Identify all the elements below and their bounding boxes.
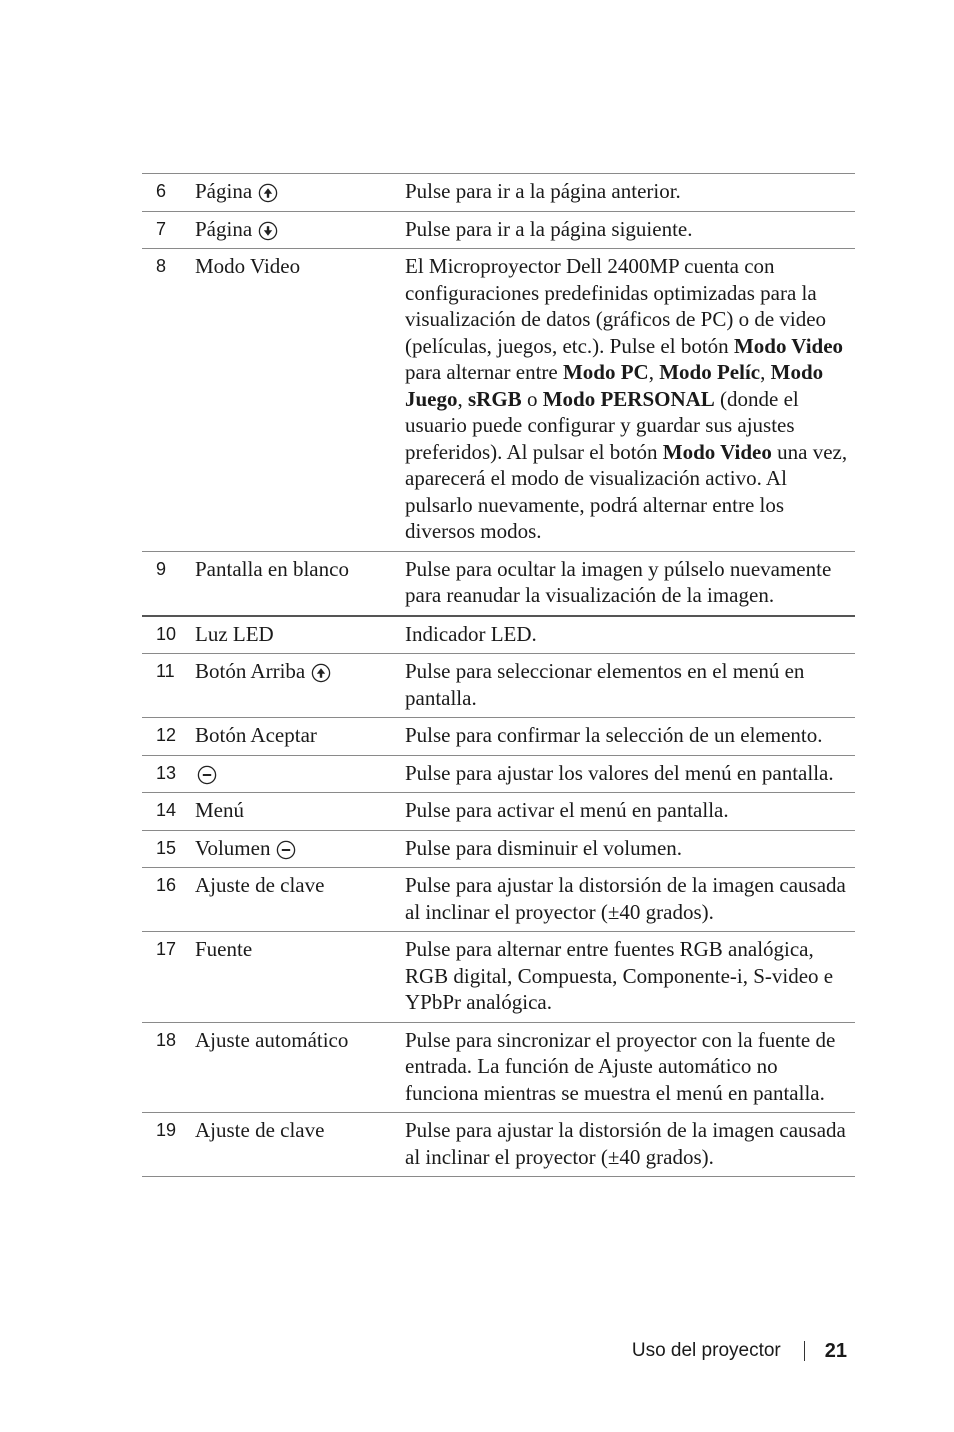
row-number: 14 — [156, 800, 177, 820]
item-description: Pulse para ir a la página anterior. — [405, 179, 681, 203]
table-row — [142, 932, 855, 1023]
item-description: Pulse para ocultar la imagen y púlselo nuevamente para reanudar la visualización de la imagen. — [405, 556, 832, 607]
table-row — [142, 1022, 855, 1113]
item-name: Botón Arriba — [195, 659, 306, 683]
item-description: Pulse para ajustar la distorsión de la imagen causada al inclinar el proyector (±40 grados). — [405, 1118, 846, 1169]
table-row — [142, 616, 855, 654]
item-name: Volumen — [195, 835, 271, 860]
table-row — [142, 830, 855, 868]
table-row — [142, 868, 855, 932]
page-down-icon — [258, 221, 278, 241]
item-description: Pulse para alternar entre fuentes RGB analógica, RGB digital, Compuesta, Componente-i, S-video e YPbPr analógica. — [405, 937, 834, 1014]
item-description: Pulse para disminuir el volumen. — [405, 835, 683, 860]
row-number: 8 — [156, 256, 167, 276]
table-row — [142, 793, 855, 831]
footer-section-title: Uso del proyector — [631, 1340, 781, 1361]
item-name: Ajuste de clave — [195, 1118, 325, 1142]
up-arrow-icon — [311, 663, 331, 683]
item-description: Pulse para ajustar los valores del menú en pantalla. — [405, 760, 834, 785]
table-row — [142, 755, 855, 793]
row-number: 6 — [156, 181, 167, 201]
table-row — [142, 211, 855, 249]
item-name: Menú — [195, 798, 244, 822]
item-description: Pulse para seleccionar elementos en el menú en pantalla. — [405, 659, 805, 710]
row-number: 19 — [156, 1120, 177, 1140]
table-row — [142, 1113, 855, 1177]
row-number: 16 — [156, 875, 177, 895]
item-description: Pulse para confirmar la selección de un elemento. — [405, 723, 823, 747]
page-number: 21 — [824, 1340, 847, 1362]
item-description: Indicador LED. — [405, 621, 537, 646]
item-description: Pulse para sincronizar el proyector con la fuente de entrada. La función de Ajuste automático no funciona mientras se muestra el menú en pantalla. — [405, 1027, 836, 1105]
row-number: 15 — [156, 837, 177, 858]
minus-icon — [276, 840, 296, 860]
item-description: Pulse para activar el menú en pantalla. — [405, 798, 729, 822]
row-number: 17 — [156, 939, 177, 959]
item-name: Fuente — [195, 937, 253, 961]
item-name: Botón Aceptar — [195, 723, 317, 747]
row-number: 10 — [156, 623, 177, 644]
item-description: El Microproyector Dell 2400MP cuenta con configuraciones predefinidas optimizadas para la visualización de datos (gráficos de PC) o de video (películas, juegos, etc.). Pulse el botón Modo Video para alternar entre Modo PC, Modo Pelíc, Modo Juego, sRGB o Modo PERSONAL (donde el usuario puede configurar y guardar sus ajustes preferidos). Al pulsar el botón Modo Video una vez, aparecerá el modo de visualización activo. Al pulsarlo nuevamente, podrá alternar entre los diversos modos. — [405, 254, 848, 543]
page-up-icon — [258, 183, 278, 203]
row-number: 11 — [156, 661, 175, 681]
row-number: 18 — [156, 1029, 177, 1050]
item-name: Página — [195, 216, 253, 241]
item-name: Luz LED — [195, 621, 274, 646]
button-function-table — [142, 173, 855, 1177]
row-number: 12 — [156, 725, 177, 745]
item-name: Ajuste automático — [195, 1027, 349, 1052]
item-description: Pulse para ajustar la distorsión de la imagen causada al inclinar el proyector (±40 grados). — [405, 873, 846, 924]
row-number: 9 — [156, 558, 167, 579]
table-row — [142, 718, 855, 756]
table-row — [142, 249, 855, 552]
item-name: Ajuste de clave — [195, 873, 325, 897]
page-footer — [632, 1338, 847, 1364]
minus-icon — [197, 765, 217, 785]
footer-divider — [804, 1341, 805, 1361]
item-description: Pulse para ir a la página siguiente. — [405, 216, 693, 241]
item-name: Pantalla en blanco — [195, 556, 349, 581]
item-name: Página — [195, 179, 253, 203]
table-row — [142, 654, 855, 718]
table-row — [142, 174, 855, 212]
table-row — [142, 551, 855, 616]
item-name: Modo Video — [195, 254, 301, 278]
row-number: 13 — [156, 762, 177, 783]
row-number: 7 — [156, 218, 167, 239]
